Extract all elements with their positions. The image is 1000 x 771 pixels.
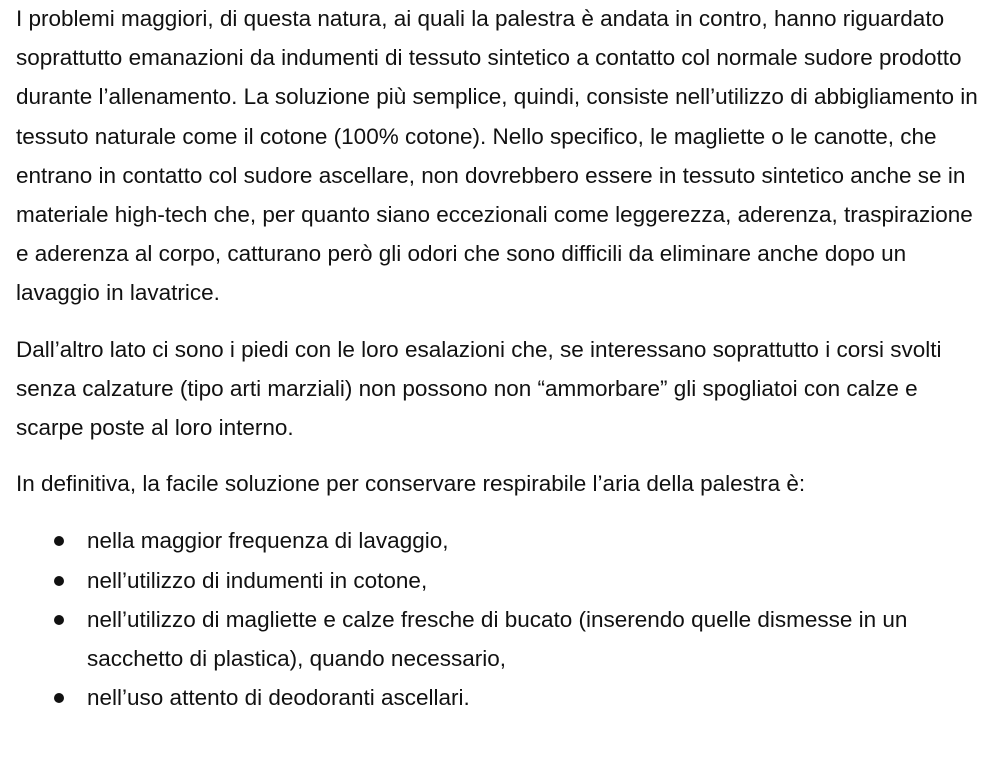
list-item [16, 521, 988, 560]
paragraph: Dall’altro lato ci sono i piedi con le loro esalazioni che, se interessano soprattutto i corsi svolti senza calzature (tipo arti marziali) non possono non “ammorbare” gli spogliatoi con calze e scarpe poste al loro interno. [16, 336, 942, 441]
list-item [16, 600, 988, 678]
list-item [16, 678, 988, 717]
paragraph: In definitiva, la facile soluzione per conservare respirabile l’aria della palestra è: [16, 471, 806, 497]
bullet-icon [54, 693, 64, 703]
list-item-text: nella maggior frequenza di lavaggio, [87, 528, 449, 554]
bullet-icon [54, 615, 64, 625]
bullet-list [16, 521, 988, 717]
list-item-text: nell’utilizzo di indumenti in cotone, [87, 567, 428, 593]
bullet-icon [54, 576, 64, 586]
list-item-text: nell’utilizzo di magliette e calze fresche di bucato (inserendo quelle dismesse in un sacchetto di plastica), quando necessario, [87, 606, 908, 672]
list-item [16, 561, 988, 600]
paragraph: I problemi maggiori, di questa natura, ai quali la palestra è andata in contro, hanno riguardato soprattutto emanazioni da indumenti di tessuto sintetico a contatto col normale sudore prodotto durante l’allenamento. La soluzione più semplice, quindi, consiste nell’utilizzo di abbigliamento in tessuto naturale come il cotone (100% cotone). Nello specifico, le magliette o le canotte, che entrano in contatto col sudore ascellare, non dovrebbero essere in tessuto sintetico anche se in materiale high-tech che, per quanto siano eccezionali come leggerezza, aderenza, traspirazione e aderenza al corpo, catturano però gli odori che sono difficili da eliminare anche dopo un lavaggio in lavatrice. [16, 6, 978, 306]
document-page [16, 0, 988, 717]
bullet-icon [54, 536, 64, 546]
list-item-text: nell’uso attento di deodoranti ascellari. [87, 685, 470, 711]
